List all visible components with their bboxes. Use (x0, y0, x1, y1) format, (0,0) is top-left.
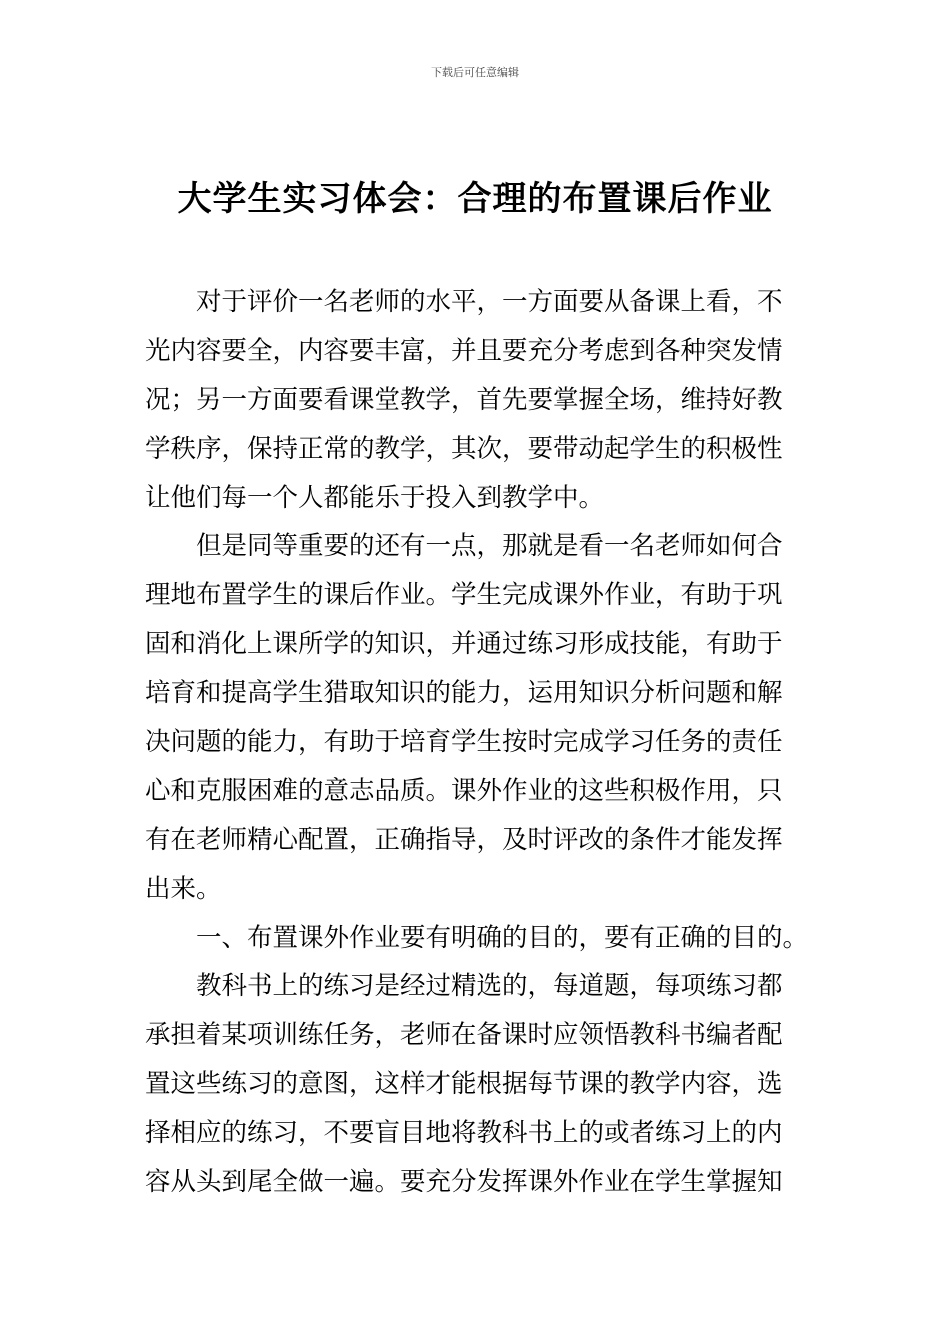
text-line: 理地布置学生的课后作业。学生完成课外作业，有助于巩 (145, 580, 783, 611)
text-line: 容从头到尾全做一遍。要充分发挥课外作业在学生掌握知 (145, 1167, 783, 1198)
header-note: 下载后可任意编辑 (431, 66, 519, 79)
text-line: 一、布置课外作业要有明确的目的，要有正确的目的。 (196, 922, 809, 953)
text-line: 心和克服困难的意志品质。课外作业的这些积极作用，只 (145, 775, 783, 806)
body-text (145, 278, 810, 1207)
text-line: 对于评价一名老师的水平，一方面要从备课上看，不 (196, 287, 783, 317)
text-line: 让他们每一个人都能乐于投入到教学中。 (145, 482, 605, 513)
text-line: 有在老师精心配置，正确指导，及时评改的条件才能发挥 (145, 824, 783, 855)
text-line: 择相应的练习，不要盲目地将教科书上的或者练习上的内 (145, 1118, 783, 1149)
text-line: 培育和提高学生猎取知识的能力，运用知识分析问题和解 (145, 678, 783, 709)
document-title: 大学生实习体会：合理的布置课后作业 (177, 179, 773, 219)
text-line: 承担着某项训练任务，老师在备课时应领悟教科书编者配 (145, 1020, 783, 1051)
text-line: 学秩序，保持正常的教学，其次，要带动起学生的积极性 (145, 433, 783, 464)
text-line: 出来。 (145, 873, 222, 904)
text-line: 况；另一方面要看课堂教学，首先要掌握全场，维持好教 (145, 384, 783, 415)
text-line: 决问题的能力，有助于培育学生按时完成学习任务的责任 (145, 727, 783, 758)
text-line: 但是同等重要的还有一点，那就是看一名老师如何合 (196, 531, 783, 562)
text-line: 置这些练习的意图，这样才能根据每节课的教学内容，选 (145, 1069, 783, 1100)
text-line: 教科书上的练习是经过精选的，每道题，每项练习都 (196, 971, 783, 1002)
text-line: 固和消化上课所学的知识，并通过练习形成技能，有助于 (145, 629, 783, 660)
text-line: 光内容要全，内容要丰富，并且要充分考虑到各种突发情 (145, 335, 783, 366)
